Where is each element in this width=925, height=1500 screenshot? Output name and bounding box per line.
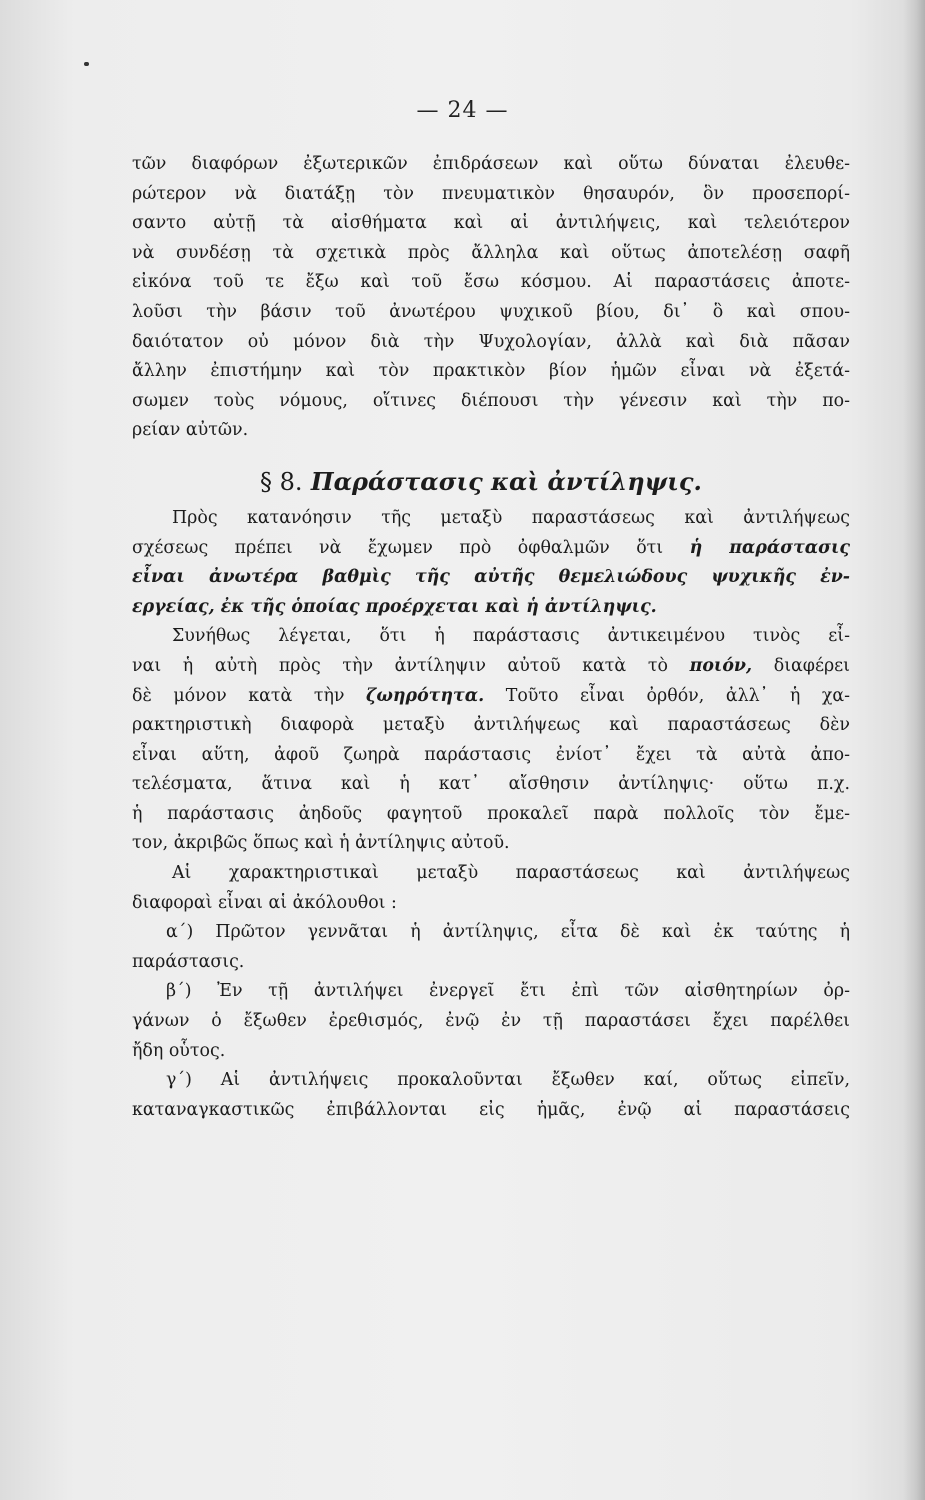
section-heading	[132, 460, 850, 504]
text-line: νὰ συνδέσῃ τὰ σχετικὰ πρὸς ἄλληλα καὶ οὕτως ἀποτελέσῃ σαφῆ	[132, 242, 850, 263]
text-line: α΄) Πρῶτον γεννᾶται ἡ ἀντίληψις, εἶτα δὲ καὶ ἐκ ταύτης ἡ	[166, 922, 850, 943]
page-body	[132, 150, 850, 1125]
text-line: ρείαν αὐτῶν.	[132, 420, 249, 441]
section-title: Παράστασις καὶ ἀντίληψις.	[310, 466, 702, 496]
text-line: τελέσματα, ἅτινα καὶ ἡ κατ᾽ αἴσθησιν ἀντίληψις· οὕτω π.χ.	[132, 774, 850, 795]
ink-speck	[84, 62, 89, 66]
list-item-a	[132, 918, 850, 977]
text-emphasis: ἡ παράστασις	[689, 537, 850, 558]
text-line: β΄) Ἐν τῇ ἀντιλήψει ἐνεργεῖ ἔτι ἐπὶ τῶν αἰσθητηρίων ὀρ-	[166, 981, 850, 1002]
list-item-c	[132, 1066, 850, 1125]
text-line: λοῦσι τὴν βάσιν τοῦ ἀνωτέρου ψυχικοῦ βίου, δι᾽ ὃ καὶ σπου-	[132, 301, 850, 322]
text-line-emphasis: εἶναι ἀνωτέρα βαθμὶς τῆς αὐτῆς θεμελιώδους ψυχικῆς ἐν-	[132, 567, 850, 588]
text-line: Πρὸς κατανόησιν τῆς μεταξὺ παραστάσεως καὶ ἀντιλήψεως	[172, 507, 850, 528]
text-line: δαιότατον οὐ μόνον διὰ τὴν Ψυχολογίαν, ἀλλὰ καὶ διὰ πᾶσαν	[132, 331, 850, 352]
text-line: ρώτερον νὰ διατάξῃ τὸν πνευματικὸν θησαυρόν, ὃν προσεπορί-	[132, 183, 850, 204]
text-emphasis: ποιόν,	[689, 655, 753, 676]
section-symbol: § 8.	[260, 467, 303, 496]
text-line	[132, 682, 850, 712]
text-line: σωμεν τοὺς νόμους, οἵτινες διέπουσι τὴν γένεσιν καὶ τὴν πο-	[132, 390, 850, 411]
text-plain: ναι ἡ αὐτὴ πρὸς τὴν ἀντίληψιν αὐτοῦ κατὰ τὸ	[132, 655, 668, 676]
text-plain: Τοῦτο εἶναι ὀρθόν, ἀλλ᾽ ἡ χα-	[505, 685, 850, 706]
page-number: — 24 —	[416, 98, 509, 123]
text-line: καταναγκαστικῶς ἐπιβάλλονται εἰς ἡμᾶς, ἐνῷ αἱ παραστάσεις	[132, 1099, 850, 1120]
text-line: διαφοραὶ εἶναι αἱ ἀκόλουθοι :	[132, 892, 397, 913]
text-line: εἶναι αὕτη, ἀφοῦ ζωηρὰ παράστασις ἐνίοτ᾽ ἔχει τὰ αὐτὰ ἀπο-	[132, 744, 850, 765]
text-line: Συνήθως λέγεται, ὅτι ἡ παράστασις ἀντικειμένου τινὸς εἶ-	[172, 626, 850, 647]
text-line: γ΄) Αἱ ἀντιλήψεις προκαλοῦνται ἔξωθεν καί, οὕτως εἰπεῖν,	[166, 1070, 850, 1091]
text-line: ἡ παράστασις ἀηδοῦς φαγητοῦ προκαλεῖ παρὰ πολλοῖς τὸν ἔμε-	[132, 803, 850, 824]
text-line	[132, 652, 850, 682]
text-line: ἄλλην ἐπιστήμην καὶ τὸν πρακτικὸν βίον ἡμῶν εἶναι νὰ ἐξετά-	[132, 361, 850, 382]
text-line: ρακτηριστικὴ διαφορὰ μεταξὺ ἀντιλήψεως καὶ παραστάσεως δὲν	[132, 715, 850, 736]
text-line: τον, ἀκριβῶς ὅπως καὶ ἡ ἀντίληψις αὐτοῦ.	[132, 833, 510, 854]
paragraph-definition	[132, 504, 850, 622]
paragraph-intro	[132, 150, 850, 446]
text-line: εἰκόνα τοῦ τε ἔξω καὶ τοῦ ἔσω κόσμου. Αἱ παραστάσεις ἀποτε-	[132, 272, 850, 293]
text-line: τῶν διαφόρων ἐξωτερικῶν ἐπιδράσεων καὶ οὕτω δύναται ἐλευθε-	[132, 154, 850, 174]
paragraph-difference	[132, 622, 850, 859]
spacer	[132, 446, 850, 460]
text-plain: δὲ μόνον κατὰ τὴν	[132, 685, 345, 706]
page-edge-shadow	[903, 0, 925, 1500]
text-plain: σχέσεως πρέπει νὰ ἔχωμεν πρὸ ὀφθαλμῶν ὅτι	[132, 537, 664, 558]
text-line: σαντο αὐτῇ τὰ αἰσθήματα καὶ αἱ ἀντιλήψεις, καὶ τελειότερον	[132, 213, 850, 234]
list-item-b	[132, 977, 850, 1066]
text-line: παράστασις.	[132, 951, 245, 972]
text-line: ἤδη οὗτος.	[132, 1040, 226, 1061]
text-line-emphasis: εργείας, ἐκ τῆς ὁποίας προέρχεται καὶ ἡ ἀντίληψις.	[132, 596, 657, 617]
text-line: Αἱ χαρακτηριστικαὶ μεταξὺ παραστάσεως καὶ ἀντιλήψεως	[172, 863, 850, 884]
paragraph-list-intro	[132, 859, 850, 918]
text-line	[132, 534, 850, 564]
text-emphasis: ζωηρότητα.	[366, 685, 485, 706]
text-plain: διαφέρει	[773, 655, 851, 676]
text-line: γάνων ὁ ἔξωθεν ἐρεθισμός, ἐνῷ ἐν τῇ παραστάσει ἔχει παρέλθει	[132, 1011, 850, 1032]
